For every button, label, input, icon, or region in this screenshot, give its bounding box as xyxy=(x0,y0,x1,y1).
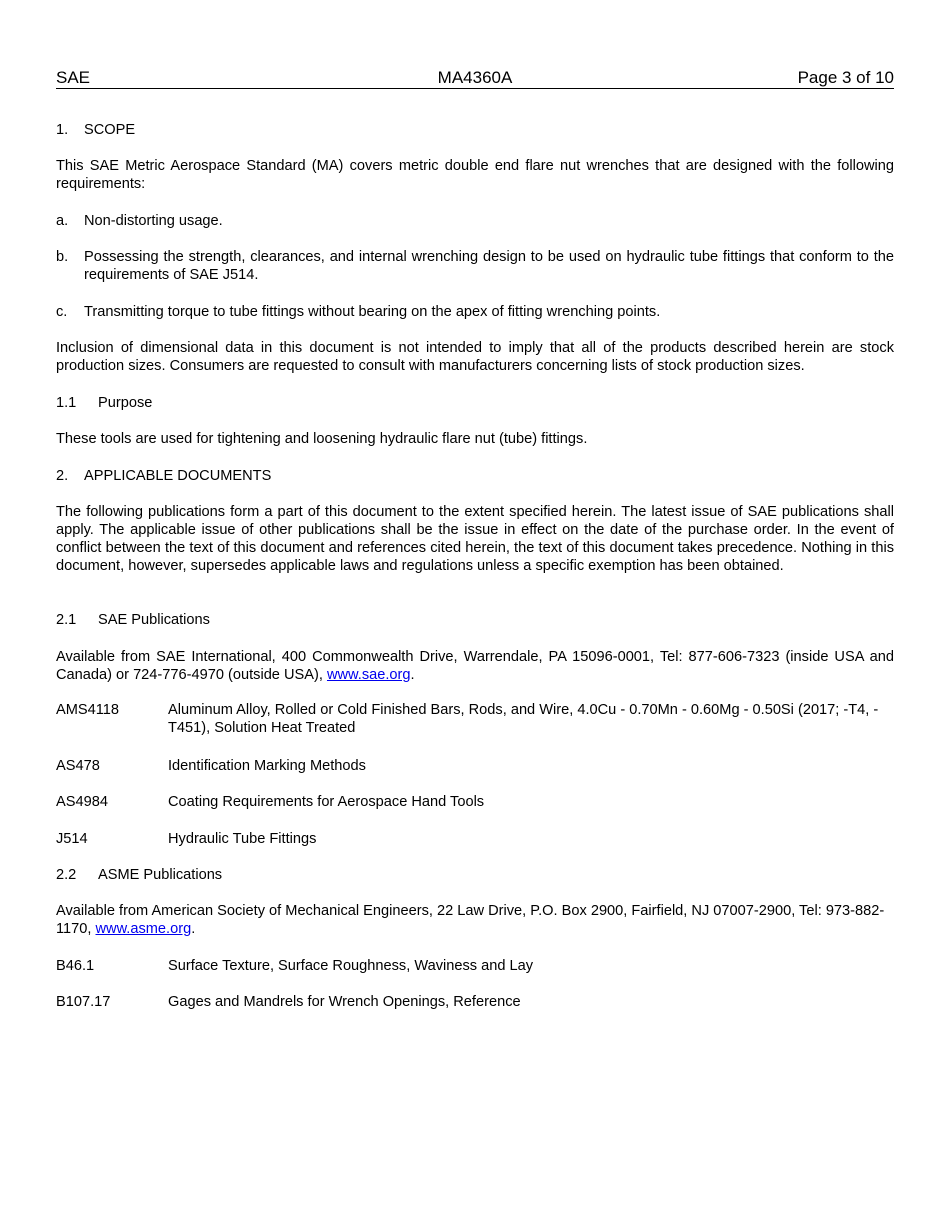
reference-code: B46.1 xyxy=(56,958,95,974)
applicable-docs-text: The following publications form a part of this document to the extent specified herein. The latest issue of SAE publications shall apply. The applicable issue of other publications shall be the issue in effect on the date of the purchase order. In the event of conflict between the text of this document and references cited herein, the text of this document takes precedence. Nothing in this document, however, supersedes applicable laws and regulations unless a specific exemption has been obtained. xyxy=(56,504,894,574)
reference-title: Surface Texture, Surface Roughness, Waviness and Lay xyxy=(168,958,534,974)
list-text: Non-distorting usage. xyxy=(84,213,223,229)
reference-code: AMS4118 xyxy=(56,702,120,718)
section-1-heading xyxy=(56,121,894,139)
section-number: 2. xyxy=(56,468,69,484)
reference-code: AS4984 xyxy=(56,794,108,810)
period: . xyxy=(410,667,415,683)
section-number: 2.1 xyxy=(56,612,77,628)
section-1-1-heading xyxy=(56,394,894,412)
section-title: Purpose xyxy=(98,395,153,411)
sae-link[interactable]: www.sae.org xyxy=(326,667,411,683)
reference-code: AS478 xyxy=(56,758,100,774)
reference-title: Aluminum Alloy, Rolled or Cold Finished Bars, Rods, and Wire, 4.0Cu - 0.70Mn - 0.60Mg - 0.50Si (2017; -T4, -T451), Solution Heat Treated xyxy=(168,702,879,736)
asme-availability xyxy=(56,902,894,938)
list-label: b. xyxy=(56,249,69,265)
availability-text: Available from American Society of Mechanical Engineers, 22 Law Drive, P.O. Box 2900, Fairfield, NJ 07007-2900, Tel: 973-882-1170, xyxy=(56,903,885,937)
section-number: 2.2 xyxy=(56,867,77,883)
section-title: ASME Publications xyxy=(98,867,223,883)
section-title: SCOPE xyxy=(84,122,136,138)
sae-availability xyxy=(56,648,894,684)
reference-row xyxy=(56,701,894,737)
list-label: c. xyxy=(56,304,68,320)
scope-intro: This SAE Metric Aerospace Standard (MA) covers metric double end flare nut wrenches that are designed with the following requirements: xyxy=(56,158,894,192)
list-item xyxy=(56,303,894,321)
reference-title: Gages and Mandrels for Wrench Openings, Reference xyxy=(168,994,521,1010)
reference-row xyxy=(56,793,894,811)
reference-title: Coating Requirements for Aerospace Hand Tools xyxy=(168,794,485,810)
list-text: Transmitting torque to tube fittings without bearing on the apex of fitting wrenching points. xyxy=(84,304,661,320)
reference-title: Hydraulic Tube Fittings xyxy=(168,831,317,847)
section-2-1-heading xyxy=(56,611,894,629)
header-org: SAE xyxy=(56,68,91,87)
scope-note: Inclusion of dimensional data in this document is not intended to imply that all of the products described herein are stock production sizes. Consumers are requested to consult with manufacturers concerning lists of stock production sizes. xyxy=(56,340,894,374)
section-2-2-heading xyxy=(56,866,894,884)
reference-row xyxy=(56,757,894,775)
section-2-heading xyxy=(56,467,894,485)
header-page-number: Page 3 of 10 xyxy=(797,68,894,87)
reference-row xyxy=(56,993,894,1011)
header-doc-number: MA4360A xyxy=(437,68,513,87)
reference-row xyxy=(56,830,894,848)
reference-code: J514 xyxy=(56,831,88,847)
section-title: SAE Publications xyxy=(98,612,210,628)
asme-link[interactable]: www.asme.org xyxy=(95,921,192,937)
reference-title: Identification Marking Methods xyxy=(168,758,366,774)
list-label: a. xyxy=(56,213,69,229)
page-header xyxy=(56,68,894,89)
section-title: APPLICABLE DOCUMENTS xyxy=(84,468,272,484)
reference-row xyxy=(56,957,894,975)
availability-text: Available from SAE International, 400 Commonwealth Drive, Warrendale, PA 15096-0001, Tel: 877-606-7323 (inside USA and Canada) or 724-776-4970 (outside USA), xyxy=(56,649,894,683)
list-text: Possessing the strength, clearances, and internal wrenching design to be used on hydraulic tube fittings that conform to the requirements of SAE J514. xyxy=(84,249,894,283)
section-number: 1. xyxy=(56,122,69,138)
period: . xyxy=(191,921,196,937)
list-item xyxy=(56,248,894,284)
purpose-text: These tools are used for tightening and loosening hydraulic flare nut (tube) fittings. xyxy=(56,431,588,447)
section-number: 1.1 xyxy=(56,395,77,411)
reference-code: B107.17 xyxy=(56,994,111,1010)
list-item xyxy=(56,212,894,230)
